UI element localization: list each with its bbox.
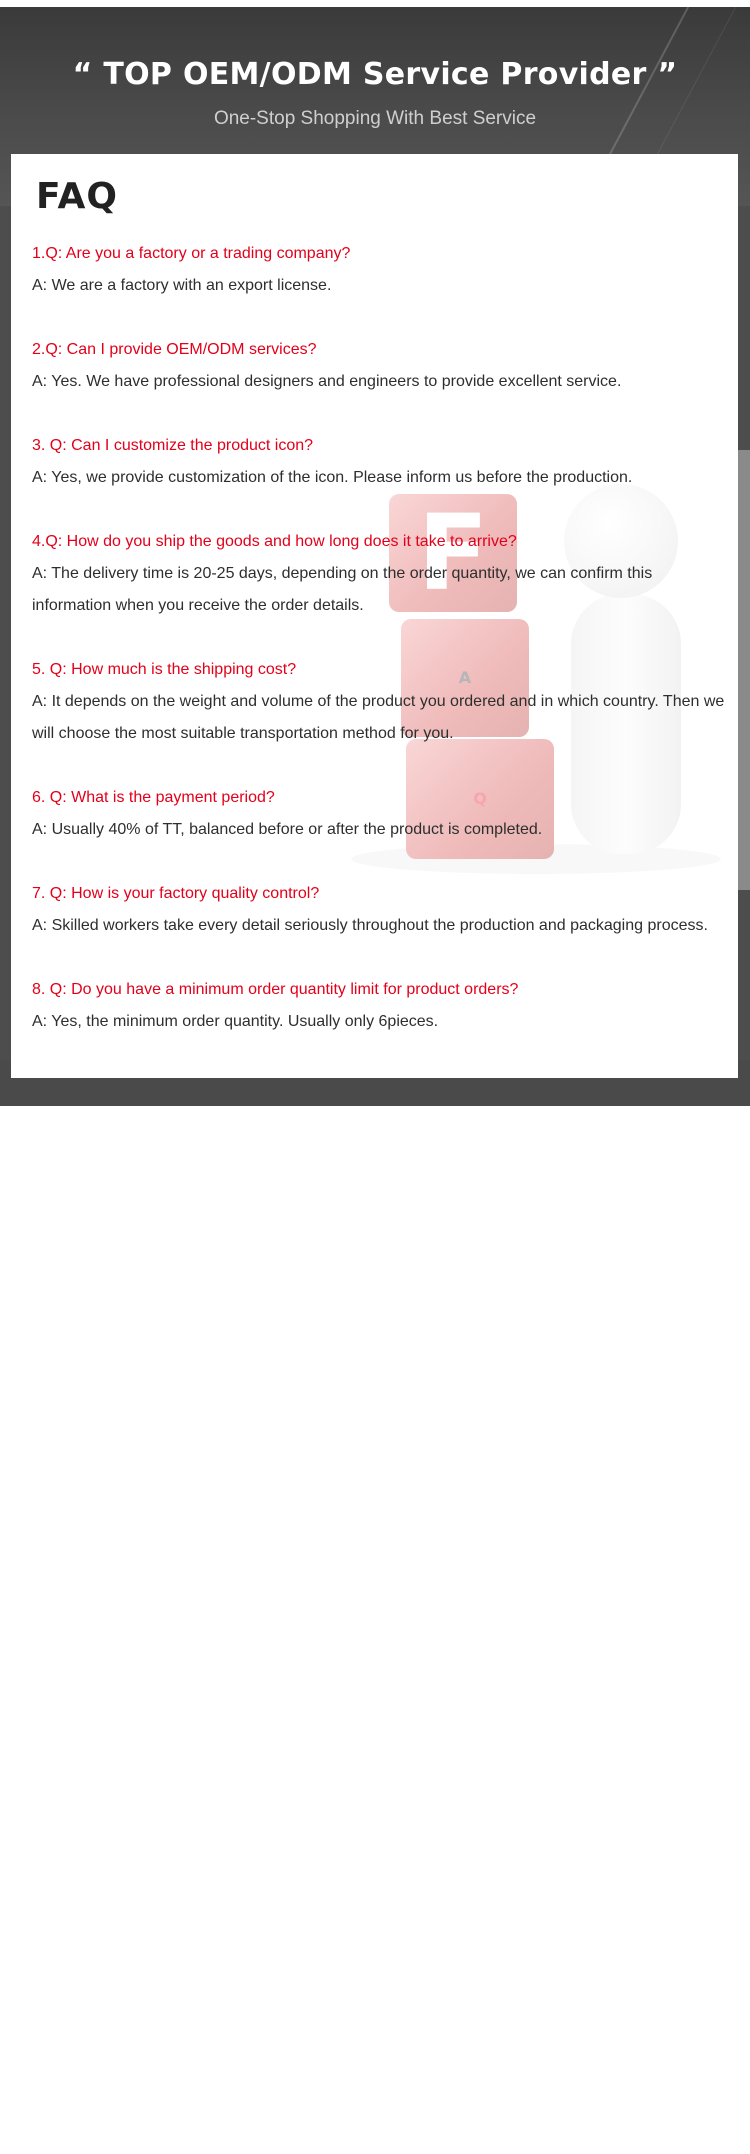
faq-question: 1.Q: Are you a factory or a trading company? bbox=[32, 245, 351, 262]
faq-item bbox=[32, 654, 732, 750]
banner-headline: “ TOP OEM/ODM Service Provider ” bbox=[72, 57, 678, 92]
faq-title: FAQ bbox=[36, 176, 118, 217]
faq-card bbox=[11, 154, 738, 1078]
faq-answer: A: Yes, we provide customization of the icon. Please inform us before the production. bbox=[32, 469, 633, 486]
faq-item bbox=[32, 238, 732, 302]
right-border-highlight bbox=[738, 450, 750, 890]
cube-f-icon: F bbox=[389, 494, 517, 612]
faq-item bbox=[32, 526, 732, 622]
faq-item bbox=[32, 974, 732, 1038]
banner-subhead: One-Stop Shopping With Best Service bbox=[213, 108, 537, 129]
faq-question: 5. Q: How much is the shipping cost? bbox=[32, 661, 297, 678]
cube-a-icon: A bbox=[401, 619, 529, 737]
faq-answer: A: Yes, the minimum order quantity. Usually only 6pieces. bbox=[32, 1013, 439, 1030]
cube-q-icon: Q bbox=[406, 739, 554, 859]
faq-question: 4.Q: How do you ship the goods and how long does it take to arrive? bbox=[32, 533, 517, 550]
faq-question: 6. Q: What is the payment period? bbox=[32, 789, 275, 806]
faq-answer: A: Usually 40% of TT, balanced before or after the product is completed. bbox=[32, 821, 543, 838]
faq-list bbox=[32, 238, 732, 1070]
faq-item bbox=[32, 430, 732, 494]
faq-item bbox=[32, 782, 732, 846]
faq-answer: A: Skilled workers take every detail seriously throughout the production and packaging process. bbox=[32, 917, 708, 934]
faq-answer: A: Yes. We have professional designers and engineers to provide excellent service. bbox=[32, 373, 622, 390]
shop-watermark: shop287619w827400.1688.com bbox=[371, 2126, 726, 2153]
faq-answer: A: We are a factory with an export license. bbox=[32, 277, 332, 294]
faq-item bbox=[32, 878, 732, 942]
faq-question: 8. Q: Do you have a minimum order quantity limit for product orders? bbox=[32, 981, 519, 998]
faq-answer: A: The delivery time is 20-25 days, depending on the order quantity, we can confirm this information when you receive the order details. bbox=[32, 565, 653, 614]
faq-item bbox=[32, 334, 732, 398]
faq-question: 3. Q: Can I customize the product icon? bbox=[32, 437, 314, 454]
faq-question: 2.Q: Can I provide OEM/ODM services? bbox=[32, 341, 317, 358]
faq-question: 7. Q: How is your factory quality control? bbox=[32, 885, 320, 902]
left-border bbox=[0, 206, 11, 1066]
faq-answer: A: It depends on the weight and volume of the product you ordered and in which country. Then we will choose the most suitable transportation method for you. bbox=[32, 693, 725, 742]
